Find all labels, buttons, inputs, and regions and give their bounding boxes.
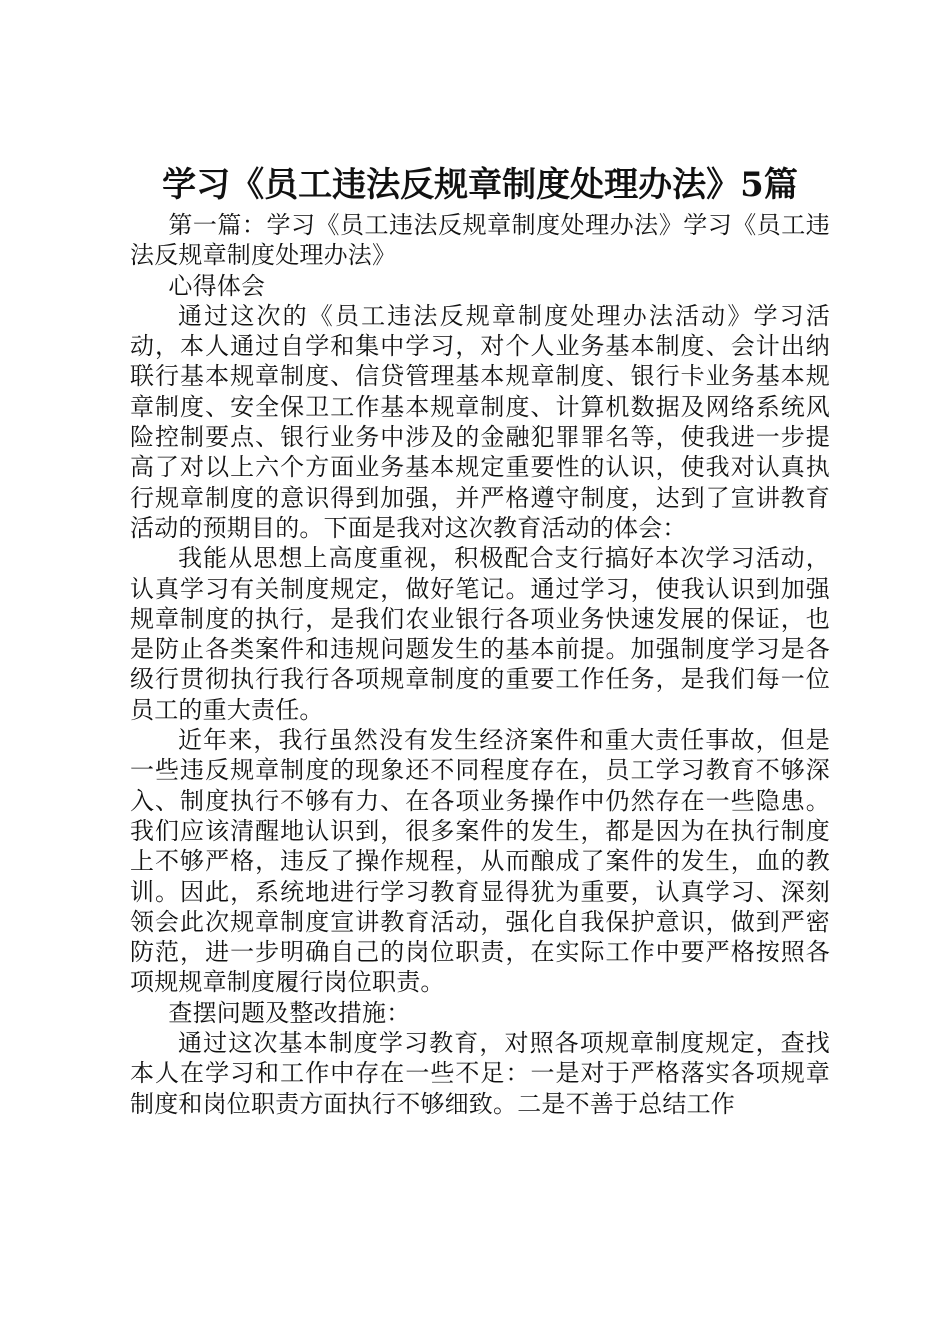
document-body (130, 210, 830, 1119)
document-title: 学习《员工违法反规章制度处理办法》5篇 (162, 165, 798, 205)
paragraph-attitude: 我能从思想上高度重视，积极配合支行搞好本次学习活动，认真学习有关制度规定，做好笔记。通过学习，使我认识到加强规章制度的执行，是我们农业银行各项业务快速发展的保证，也是防止各类案件和违规问题发生的基本前提。加强制度学习是各级行贯彻执行我行各项规章制度的重要工作任务，是我们每一位员工的重大责任。 (130, 544, 830, 724)
paragraph-issues: 通过这次基本制度学习教育，对照各项规章制度规定，查找本人在学习和工作中存在一些不足：一是对于严格落实各项规章制度和岗位职责方面执行不够细致。二是不善于总结工作 (130, 1029, 830, 1118)
paragraph-issues-heading: 查摆问题及整改措施： (168, 998, 411, 1027)
document-page (130, 160, 830, 1119)
paragraph-subheading: 心得体会 (168, 271, 266, 300)
paragraph-intro: 通过这次的《员工违法反规章制度处理办法活动》学习活动，本人通过自学和集中学习，对个人业务基本制度、会计出纳联行基本规章制度、信贷管理基本规章制度、银行卡业务基本规章制度、安全保卫工作基本规章制度、计算机数据及网络系统风险控制要点、银行业务中涉及的金融犯罪罪名等，使我进一步提高了对以上六个方面业务基本规定重要性的认识，使我对认真执行规章制度的意识得到加强，并严格遵守制度，达到了宣讲教育活动的预期目的。下面是我对这次教育活动的体会： (130, 301, 830, 542)
paragraph-recent-years: 近年来，我行虽然没有发生经济案件和重大责任事故，但是一些违反规章制度的现象还不同程度存在，员工学习教育不够深入、制度执行不够有力、在各项业务操作中仍然存在一些隐患。我们应该清醒地认识到，很多案件的发生，都是因为在执行制度上不够严格，违反了操作规程，从而酿成了案件的发生，血的教训。因此，系统地进行学习教育显得犹为重要，认真学习、深刻领会此次规章制度宣讲教育活动，强化自我保护意识，做到严密防范，进一步明确自己的岗位职责，在实际工作中要严格按照各项规规章制度履行岗位职责。 (130, 726, 830, 997)
paragraph-chapter-heading: 第一篇：学习《员工违法反规章制度处理办法》学习《员工违法反规章制度处理办法》 (130, 211, 830, 270)
